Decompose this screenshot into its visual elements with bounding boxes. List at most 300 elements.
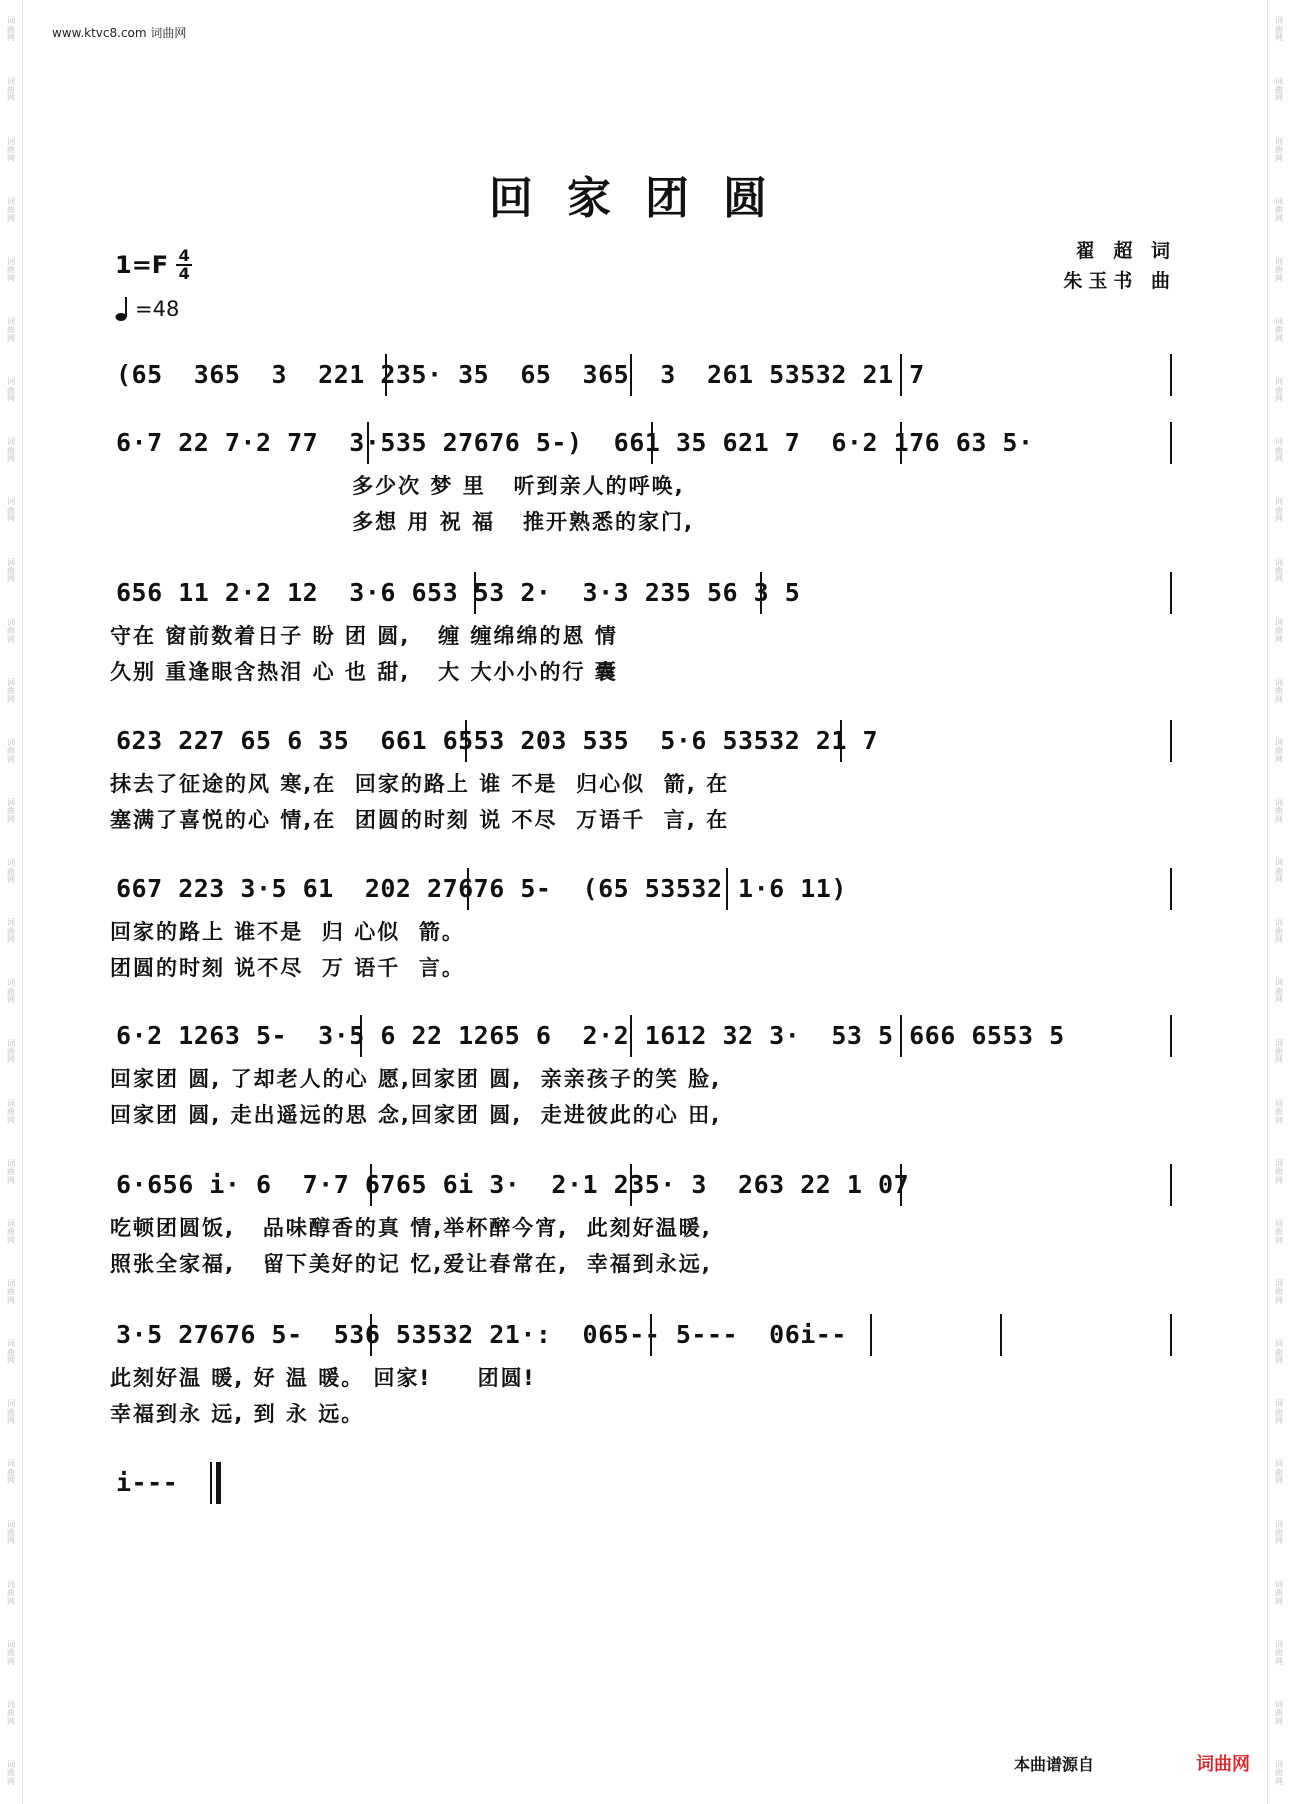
watermark-char: 词	[1275, 1158, 1283, 1168]
watermark-char: 网	[7, 875, 15, 884]
watermark-char: 曲	[7, 806, 15, 816]
watermark-char: 词	[1275, 1760, 1283, 1770]
watermark-glyph-group	[7, 799, 15, 824]
watermark-char: 曲	[1275, 626, 1283, 636]
lyric-line: 塞满了喜悦的心 情,在 团圆的时刻 说 不尽 万语千 言, 在	[110, 808, 730, 832]
score-row	[110, 1312, 1180, 1432]
watermark-char: 词	[1275, 978, 1283, 988]
jianpu-notes: 6·7 22 7·2 77 3·535 27676 5-) 661 35 621 7 6·2 176 63 5·	[116, 428, 1034, 457]
watermark-char: 网	[7, 1235, 15, 1245]
watermark-glyph-group	[7, 1220, 15, 1245]
watermark-char: 网	[7, 454, 15, 464]
composer-credit: 朱玉书 曲	[1063, 270, 1176, 292]
watermark-char: 曲	[7, 24, 15, 34]
watermark-char: 曲	[7, 265, 15, 275]
watermark-char: 网	[1275, 935, 1283, 945]
barline	[1170, 354, 1172, 396]
watermark-glyph-group	[7, 1340, 15, 1365]
watermark-glyph-group	[1275, 679, 1283, 704]
tempo-value: =48	[135, 297, 180, 321]
watermark-char: 曲	[7, 205, 15, 215]
watermark-glyph-group	[1275, 17, 1283, 42]
barline	[370, 1164, 372, 1206]
time-signature	[176, 248, 192, 282]
watermark-glyph-group	[1275, 1400, 1283, 1425]
watermark-char: 曲	[1275, 1708, 1283, 1718]
watermark-glyph-group	[7, 1460, 15, 1485]
watermark-char: 网	[7, 935, 15, 945]
watermark-char: 词	[7, 1098, 15, 1108]
watermark-char: 曲	[1275, 1107, 1283, 1117]
watermark-glyph-group	[1275, 1641, 1283, 1666]
jianpu-notes: i---	[116, 1468, 179, 1497]
watermark-char: 网	[1275, 213, 1283, 223]
watermark-glyph-group	[7, 1160, 15, 1185]
watermark-char: 网	[7, 1776, 15, 1786]
watermark-glyph-group	[7, 739, 15, 764]
watermark-char: 曲	[1275, 1046, 1283, 1056]
footer-source-text: 本曲谱源自	[1013, 1755, 1094, 1774]
watermark-char: 词	[7, 1579, 15, 1589]
watermark-char: 曲	[7, 84, 15, 94]
watermark-char: 词	[7, 798, 15, 808]
watermark-char: 曲	[7, 565, 15, 575]
watermark-char: 曲	[1275, 686, 1283, 696]
watermark-glyph-group	[1275, 1521, 1283, 1546]
watermark-char: 网	[1275, 1115, 1283, 1125]
watermark-char: 曲	[7, 1708, 15, 1718]
watermark-char: 曲	[1275, 1167, 1283, 1177]
watermark-char: 词	[1275, 1399, 1283, 1409]
notation-line	[110, 1312, 1180, 1360]
barline	[840, 720, 842, 762]
watermark-char: 曲	[7, 1347, 15, 1357]
site-url: www.ktvc8.com 词曲网	[52, 26, 187, 40]
lyric-line: 回家团 圆, 走出遥远的思 念,回家团 圆, 走进彼此的心 田,	[110, 1103, 722, 1127]
barline	[726, 868, 728, 910]
watermark-char: 曲	[7, 445, 15, 455]
jianpu-notes: 6·2 1263 5- 3·5 6 22 1265 6 2·2 1612 32 3· 53 5 666 6553 5	[116, 1021, 1065, 1050]
watermark-char: 词	[1275, 1098, 1283, 1108]
barline	[367, 422, 369, 464]
jianpu-notes: (65 365 3 221 235· 35 65 365 3 261 53532 21 7	[116, 360, 925, 389]
barline	[467, 868, 469, 910]
watermark-glyph-group	[7, 1100, 15, 1125]
watermark-glyph-group	[7, 1280, 15, 1305]
watermark-char: 曲	[1275, 84, 1283, 94]
watermark-char: 词	[1275, 317, 1283, 327]
watermark-glyph-group	[1275, 859, 1283, 884]
barline	[900, 422, 902, 464]
watermark-char: 词	[1275, 497, 1283, 507]
watermark-char: 曲	[7, 746, 15, 756]
watermark-char: 网	[1275, 1596, 1283, 1606]
watermark-char: 曲	[1275, 205, 1283, 215]
barline	[1170, 1015, 1172, 1057]
watermark-char: 曲	[7, 866, 15, 876]
lyric-line: 团圆的时刻 说不尽 万 语千 言。	[110, 956, 465, 980]
watermark-char: 网	[7, 213, 15, 223]
watermark-char: 网	[1275, 153, 1283, 163]
barline	[370, 1314, 372, 1356]
watermark-char: 词	[7, 377, 15, 387]
notation-line	[110, 352, 1180, 400]
watermark-glyph-group	[1275, 138, 1283, 163]
barline	[900, 1164, 902, 1206]
watermark-glyph-group	[1275, 619, 1283, 644]
watermark-char: 曲	[1275, 1287, 1283, 1297]
watermark-char: 曲	[7, 1287, 15, 1297]
watermark-char: 网	[7, 33, 15, 43]
notation-line	[110, 570, 1180, 618]
watermark-char: 曲	[1275, 1648, 1283, 1658]
watermark-char: 词	[7, 497, 15, 507]
barline	[360, 1015, 362, 1057]
watermark-char: 曲	[1275, 24, 1283, 34]
barline	[630, 354, 632, 396]
barline	[1170, 422, 1172, 464]
watermark-char: 曲	[7, 145, 15, 155]
watermark-char: 网	[7, 754, 15, 764]
notation-line	[110, 718, 1180, 766]
watermark-char: 网	[1275, 454, 1283, 464]
watermark-char: 网	[1275, 1055, 1283, 1065]
watermark-char: 曲	[7, 1046, 15, 1056]
watermark-glyph-group	[7, 1761, 15, 1786]
watermark-glyph-group	[1275, 1761, 1283, 1786]
score-row	[110, 1460, 1180, 1508]
watermark-char: 词	[1275, 1339, 1283, 1349]
watermark-char: 曲	[7, 1167, 15, 1177]
barline	[650, 1314, 652, 1356]
watermark-char: 网	[7, 514, 15, 524]
watermark-glyph-group	[1275, 1100, 1283, 1125]
lyric-line: 抹去了征途的风 寒,在 回家的路上 谁 不是 归心似 箭, 在	[110, 772, 730, 796]
watermark-char: 曲	[7, 986, 15, 996]
watermark-char: 词	[1275, 16, 1283, 26]
watermark-char: 词	[1275, 377, 1283, 387]
watermark-char: 词	[7, 557, 15, 567]
watermark-char: 曲	[7, 1467, 15, 1477]
watermark-char: 网	[7, 1416, 15, 1426]
watermark-char: 网	[7, 1356, 15, 1365]
watermark-glyph-group	[7, 619, 15, 644]
barline	[630, 1015, 632, 1057]
watermark-char: 网	[7, 1536, 15, 1546]
notation-line	[110, 1460, 1180, 1508]
watermark-glyph-group	[1275, 1340, 1283, 1365]
jianpu-notes: 6·656 i· 6 7·7 6765 6i 3· 2·1 235· 3 263 22 1 07	[116, 1170, 910, 1199]
watermark-glyph-group	[7, 17, 15, 42]
score-row	[110, 1162, 1180, 1282]
watermark-glyph-group	[7, 438, 15, 463]
watermark-char: 词	[7, 16, 15, 26]
watermark-char: 网	[7, 333, 15, 343]
watermark-char: 词	[1275, 437, 1283, 447]
watermark-char: 词	[1275, 557, 1283, 567]
watermark-glyph-group	[1275, 318, 1283, 343]
quarter-note-icon	[115, 296, 131, 322]
watermark-char: 网	[1275, 333, 1283, 343]
watermark-char: 网	[7, 273, 15, 283]
watermark-char: 网	[7, 574, 15, 584]
notation-line	[110, 1162, 1180, 1210]
watermark-char: 词	[7, 136, 15, 146]
key-signature	[115, 248, 192, 282]
credits	[1063, 236, 1176, 296]
watermark-char: 曲	[1275, 385, 1283, 395]
watermark-char: 曲	[1275, 806, 1283, 816]
watermark-char: 词	[7, 1279, 15, 1289]
watermark-glyph-group	[7, 258, 15, 283]
score-row	[110, 570, 1180, 690]
barline	[900, 1015, 902, 1057]
watermark-char: 词	[1275, 1038, 1283, 1048]
watermark-char: 网	[7, 1596, 15, 1606]
watermark-glyph-group	[1275, 1280, 1283, 1305]
watermark-char: 词	[1275, 617, 1283, 627]
page-title: 回家团圆	[489, 173, 801, 224]
watermark-char: 词	[1275, 798, 1283, 808]
watermark-char: 词	[7, 918, 15, 928]
barline	[1170, 1164, 1172, 1206]
watermark-char: 网	[1275, 33, 1283, 43]
barline	[1170, 572, 1172, 614]
watermark-char: 曲	[7, 1227, 15, 1237]
watermark-char: 词	[7, 1399, 15, 1409]
watermark-char: 词	[7, 1339, 15, 1349]
watermark-glyph-group	[7, 919, 15, 944]
watermark-char: 曲	[1275, 325, 1283, 335]
watermark-char: 曲	[1275, 746, 1283, 756]
watermark-char: 网	[7, 634, 15, 644]
watermark-char: 网	[1275, 1175, 1283, 1185]
watermark-glyph-group	[1275, 498, 1283, 523]
watermark-char: 网	[1275, 814, 1283, 824]
notation-line	[110, 420, 1180, 468]
watermark-char: 网	[7, 1476, 15, 1486]
watermark-char: 词	[7, 1038, 15, 1048]
footer-logo: 词曲网	[1196, 1754, 1250, 1775]
watermark-glyph-group	[1275, 78, 1283, 103]
watermark-glyph-group	[1275, 1160, 1283, 1185]
watermark-char: 网	[7, 93, 15, 103]
watermark-char: 词	[7, 1218, 15, 1228]
watermark-char: 网	[1275, 1295, 1283, 1305]
watermark-char: 网	[1275, 875, 1283, 884]
watermark-glyph-group	[7, 138, 15, 163]
watermark-char: 曲	[7, 626, 15, 636]
lyric-line: 回家团 圆, 了却老人的心 愿,回家团 圆, 亲亲孩子的笑 脸,	[110, 1067, 722, 1091]
notation-line	[110, 866, 1180, 914]
watermark-char: 网	[7, 1295, 15, 1305]
watermark-char: 网	[7, 394, 15, 403]
watermark-char: 网	[7, 1656, 15, 1666]
watermark-char: 词	[7, 196, 15, 206]
watermark-glyph-group	[7, 1040, 15, 1065]
watermark-char: 词	[7, 978, 15, 988]
watermark-char: 曲	[1275, 1227, 1283, 1237]
tempo-marking	[115, 296, 179, 322]
watermark-glyph-group	[1275, 1581, 1283, 1606]
watermark-char: 网	[1275, 634, 1283, 644]
watermark-char: 网	[7, 1716, 15, 1726]
watermark-char: 词	[1275, 1519, 1283, 1529]
watermark-char: 曲	[1275, 445, 1283, 455]
left-watermark-strip	[0, 0, 23, 1804]
watermark-char: 词	[7, 617, 15, 627]
watermark-char: 词	[7, 677, 15, 687]
score-row	[110, 718, 1180, 838]
watermark-glyph-group	[7, 679, 15, 704]
watermark-glyph-group	[7, 498, 15, 523]
watermark-char: 曲	[7, 686, 15, 696]
final-barline	[210, 1462, 212, 1504]
watermark-char: 曲	[1275, 926, 1283, 936]
barline	[465, 720, 467, 762]
watermark-char: 网	[1275, 93, 1283, 103]
notation-line	[110, 1013, 1180, 1061]
watermark-char: 曲	[1275, 1407, 1283, 1417]
watermark-char: 网	[7, 1175, 15, 1185]
watermark-char: 曲	[1275, 505, 1283, 515]
watermark-char: 曲	[1275, 1527, 1283, 1537]
watermark-char: 词	[7, 437, 15, 447]
watermark-glyph-group	[7, 1581, 15, 1606]
lyric-line: 照张全家福, 留下美好的记 忆,爱让春常在, 幸福到永远,	[110, 1252, 712, 1276]
barline	[385, 354, 387, 396]
score-row	[110, 1013, 1180, 1133]
watermark-glyph-group	[1275, 559, 1283, 584]
score-row	[110, 866, 1180, 986]
watermark-char: 网	[1275, 754, 1283, 764]
watermark-glyph-group	[1275, 979, 1283, 1004]
lyric-line: 吃顿团圆饭, 品味醇香的真 情,举杯醉今宵, 此刻好温暖,	[110, 1216, 712, 1240]
watermark-char: 词	[1275, 737, 1283, 747]
watermark-char: 词	[7, 1760, 15, 1770]
watermark-char: 网	[7, 995, 15, 1005]
watermark-char: 词	[1275, 1639, 1283, 1649]
barline	[1170, 720, 1172, 762]
key-text: 1=F	[115, 251, 169, 279]
lyric-line: 幸福到永 远, 到 永 远。	[110, 1402, 365, 1426]
barline	[870, 1314, 872, 1356]
watermark-char: 词	[1275, 1579, 1283, 1589]
watermark-char: 网	[1275, 995, 1283, 1005]
watermark-char: 网	[1275, 1416, 1283, 1426]
watermark-char: 曲	[7, 385, 15, 395]
watermark-char: 曲	[7, 505, 15, 515]
watermark-glyph-group	[1275, 799, 1283, 824]
jianpu-notes: 656 11 2·2 12 3·6 653 53 2· 3·3 235 56 3 5	[116, 578, 801, 607]
watermark-char: 曲	[7, 1588, 15, 1598]
watermark-char: 词	[1275, 1699, 1283, 1709]
watermark-char: 词	[1275, 918, 1283, 928]
barline	[1000, 1314, 1002, 1356]
lyric-line: 守在 窗前数着日子 盼 团 圆, 缠 缠绵绵的恩 情	[110, 624, 618, 648]
barline	[1170, 868, 1172, 910]
jianpu-notes: 623 227 65 6 35 661 6553 203 535 5·6 53532 21 7	[116, 726, 879, 755]
watermark-glyph-group	[1275, 438, 1283, 463]
watermark-glyph-group	[1275, 1220, 1283, 1245]
watermark-glyph-group	[7, 979, 15, 1004]
watermark-glyph-group	[7, 559, 15, 584]
watermark-char: 词	[7, 76, 15, 86]
watermark-char: 网	[7, 814, 15, 824]
watermark-glyph-group	[7, 1521, 15, 1546]
score-row	[110, 352, 1180, 400]
watermark-char: 词	[7, 737, 15, 747]
watermark-char: 曲	[1275, 1588, 1283, 1598]
watermark-glyph-group	[1275, 258, 1283, 283]
barline	[760, 572, 762, 614]
right-watermark-strip	[1267, 0, 1290, 1804]
watermark-char: 网	[1275, 1476, 1283, 1486]
watermark-glyph-group	[1275, 1701, 1283, 1726]
watermark-char: 曲	[7, 1107, 15, 1117]
watermark-glyph-group	[7, 318, 15, 343]
watermark-char: 词	[1275, 196, 1283, 206]
barline	[1170, 1314, 1172, 1356]
watermark-char: 网	[1275, 1356, 1283, 1365]
jianpu-notes: 3·5 27676 5- 536 53532 21·: 065-- 5--- 06i--	[116, 1320, 847, 1349]
time-signature-bottom: 4	[178, 264, 190, 283]
watermark-char: 曲	[1275, 1347, 1283, 1357]
watermark-char: 曲	[7, 1407, 15, 1417]
watermark-char: 网	[1275, 1536, 1283, 1546]
watermark-char: 网	[1275, 1716, 1283, 1726]
watermark-char: 曲	[7, 1648, 15, 1658]
watermark-char: 词	[7, 256, 15, 266]
watermark-char: 曲	[1275, 986, 1283, 996]
watermark-char: 词	[1275, 1279, 1283, 1289]
score-row	[110, 420, 1180, 540]
watermark-char: 网	[1275, 273, 1283, 283]
watermark-char: 曲	[7, 1768, 15, 1778]
watermark-glyph-group	[7, 859, 15, 884]
watermark-glyph-group	[1275, 739, 1283, 764]
watermark-glyph-group	[7, 1641, 15, 1666]
watermark-char: 网	[1275, 514, 1283, 524]
watermark-char: 词	[7, 1158, 15, 1168]
jianpu-notes: 667 223 3·5 61 202 27676 5- (65 53532 1·6 11)	[116, 874, 847, 903]
watermark-char: 词	[1275, 76, 1283, 86]
watermark-char: 网	[1275, 394, 1283, 403]
watermark-char: 网	[1275, 1656, 1283, 1666]
watermark-char: 词	[7, 1639, 15, 1649]
watermark-char: 词	[1275, 858, 1283, 868]
lyric-line: 多想 用 祝 福 推开熟悉的家门,	[110, 510, 694, 534]
watermark-char: 曲	[7, 325, 15, 335]
lyric-line: 回家的路上 谁不是 归 心似 箭。	[110, 920, 465, 944]
watermark-char: 网	[7, 694, 15, 704]
watermark-char: 网	[7, 1055, 15, 1065]
time-signature-top: 4	[178, 246, 190, 265]
barline	[900, 354, 902, 396]
watermark-glyph-group	[1275, 919, 1283, 944]
watermark-glyph-group	[7, 1400, 15, 1425]
watermark-char: 曲	[7, 926, 15, 936]
watermark-char: 词	[7, 317, 15, 327]
watermark-char: 曲	[1275, 565, 1283, 575]
barline	[474, 572, 476, 614]
watermark-char: 词	[1275, 256, 1283, 266]
watermark-char: 网	[7, 1115, 15, 1125]
watermark-char: 曲	[1275, 145, 1283, 155]
barline	[630, 1164, 632, 1206]
watermark-char: 网	[1275, 1776, 1283, 1786]
watermark-glyph-group	[1275, 1460, 1283, 1485]
